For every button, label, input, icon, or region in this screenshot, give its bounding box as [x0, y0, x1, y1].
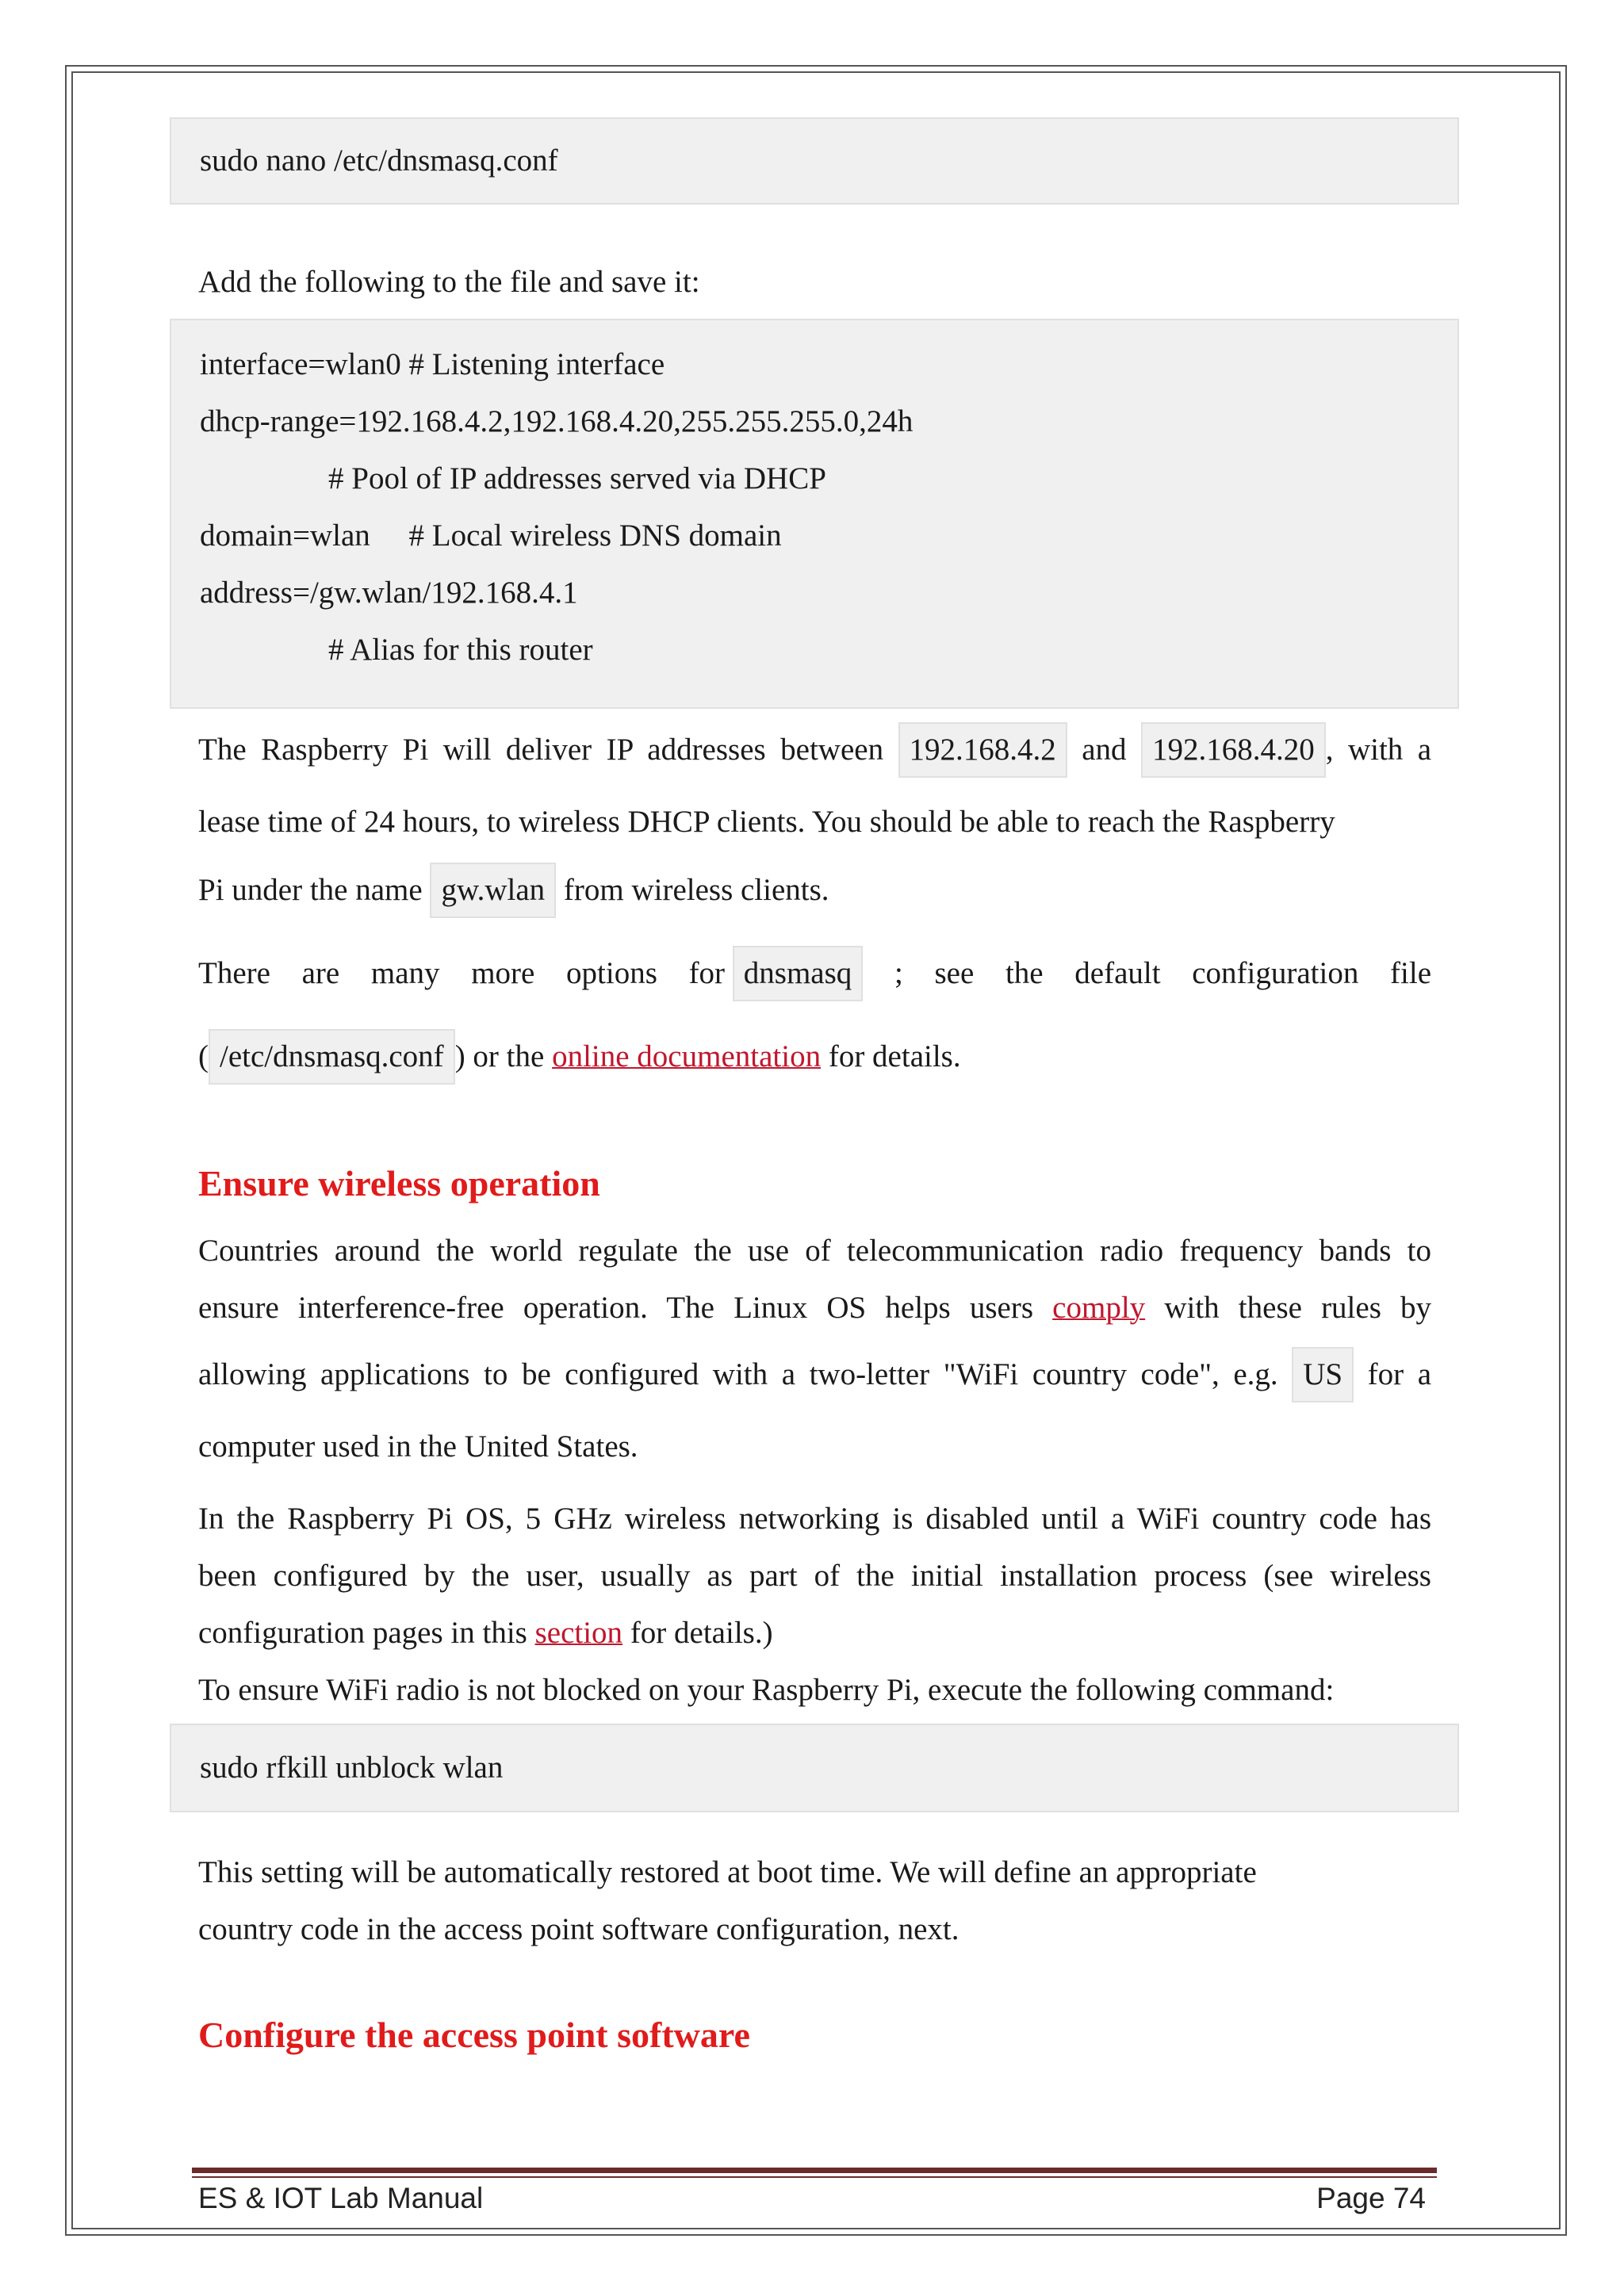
text-line: In the Raspberry Pi OS, 5 GHz wireless networking is disabled until a WiFi country code has: [198, 1502, 1431, 1536]
inline-code-conf-path: /etc/dnsmasq.conf: [209, 1029, 455, 1085]
comply-link[interactable]: comply: [1052, 1291, 1146, 1325]
text-line: been configured by the user, usually as part of the initial installation process (see wireless: [198, 1559, 1431, 1593]
inline-code-country: US: [1292, 1347, 1354, 1402]
footer-title: ES & IOT Lab Manual: [198, 2182, 484, 2214]
word: the: [1005, 956, 1044, 990]
text: (: [198, 1039, 209, 1073]
code-block-nano: [170, 117, 1459, 205]
text: for details.): [630, 1616, 773, 1650]
text: for a: [1367, 1357, 1432, 1391]
paragraph-5ghz: [198, 1490, 1431, 1719]
inline-code-start-ip: 192.168.4.2: [898, 722, 1067, 778]
code-line: interface=wlan0 # Listening interface: [200, 347, 665, 381]
word: file: [1390, 956, 1431, 990]
text-line: lease time of 24 hours, to wireless DHCP clients. You should be able to reach the Raspberry: [198, 805, 1335, 839]
word: default: [1074, 956, 1161, 990]
code-line: sudo rfkill unblock wlan: [200, 1751, 504, 1785]
online-documentation-link[interactable]: online documentation: [552, 1039, 822, 1073]
text: configuration pages in this: [198, 1616, 527, 1650]
word: are: [301, 956, 340, 990]
code-block-rfkill: [170, 1724, 1459, 1812]
text: and: [1082, 733, 1127, 767]
intro-text: [198, 254, 1431, 311]
word: see: [934, 956, 975, 990]
footer-rule: [192, 2168, 1437, 2173]
code-line: # Pool of IP addresses served via DHCP: [328, 461, 826, 496]
text: from wireless clients.: [563, 873, 829, 907]
word: many: [370, 956, 440, 990]
code-line: sudo nano /etc/dnsmasq.conf: [200, 144, 558, 178]
section-heading-access-point: Configure the access point software: [198, 2015, 750, 2055]
text-line: This setting will be automatically restored at boot time. We will define an appropriate: [198, 1855, 1257, 1889]
section-heading-wireless: Ensure wireless operation: [198, 1163, 600, 1203]
paragraph-ip-range: [198, 712, 1431, 924]
text: The Raspberry Pi will deliver IP addresses between: [198, 733, 884, 767]
text: , with a: [1325, 733, 1432, 767]
section-link[interactable]: section: [534, 1616, 623, 1650]
word: There: [198, 956, 270, 990]
inline-code-hostname: gw.wlan: [430, 863, 556, 918]
code-block-config: [170, 319, 1459, 709]
text-line: country code in the access point software configuration, next.: [198, 1912, 959, 1946]
paragraph-dnsmasq-options: [198, 934, 1431, 1100]
code-line: # Alias for this router: [328, 633, 593, 667]
word: for: [688, 956, 726, 990]
text: for details.: [828, 1039, 961, 1073]
text: Pi under the name: [198, 873, 423, 907]
paragraph-boot-restore: [198, 1844, 1431, 1958]
text: ) or the: [454, 1039, 545, 1073]
code-line: address=/gw.wlan/192.168.4.1: [200, 576, 578, 610]
code-line: domain=wlan # Local wireless DNS domain: [200, 519, 782, 553]
text-line: computer used in the United States.: [198, 1429, 638, 1464]
text-line: To ensure WiFi radio is not blocked on your Raspberry Pi, execute the following command:: [198, 1673, 1335, 1707]
page-number: Page 74: [1316, 2182, 1426, 2214]
text: ensure interference-free operation. The Linux OS helps users: [198, 1291, 1034, 1325]
inline-code-end-ip: 192.168.4.20: [1141, 722, 1326, 778]
inline-code-dnsmasq: dnsmasq: [733, 946, 864, 1001]
word: options: [566, 956, 657, 990]
text: allowing applications to be configured with a two-letter "WiFi country code", e.g.: [198, 1357, 1278, 1391]
text-line: Countries around the world regulate the use of telecommunication radio frequency bands to: [198, 1234, 1431, 1268]
code-line: dhcp-range=192.168.4.2,192.168.4.20,255.255.255.0,24h: [200, 404, 914, 438]
intro-line: Add the following to the file and save it:: [198, 265, 700, 299]
footer-rule-thin: [192, 2176, 1437, 2178]
paragraph-country-codes: [198, 1223, 1431, 1473]
word: configuration: [1192, 956, 1359, 990]
word: more: [471, 956, 535, 990]
word: ;: [894, 956, 903, 990]
text: with these rules by: [1164, 1291, 1432, 1325]
